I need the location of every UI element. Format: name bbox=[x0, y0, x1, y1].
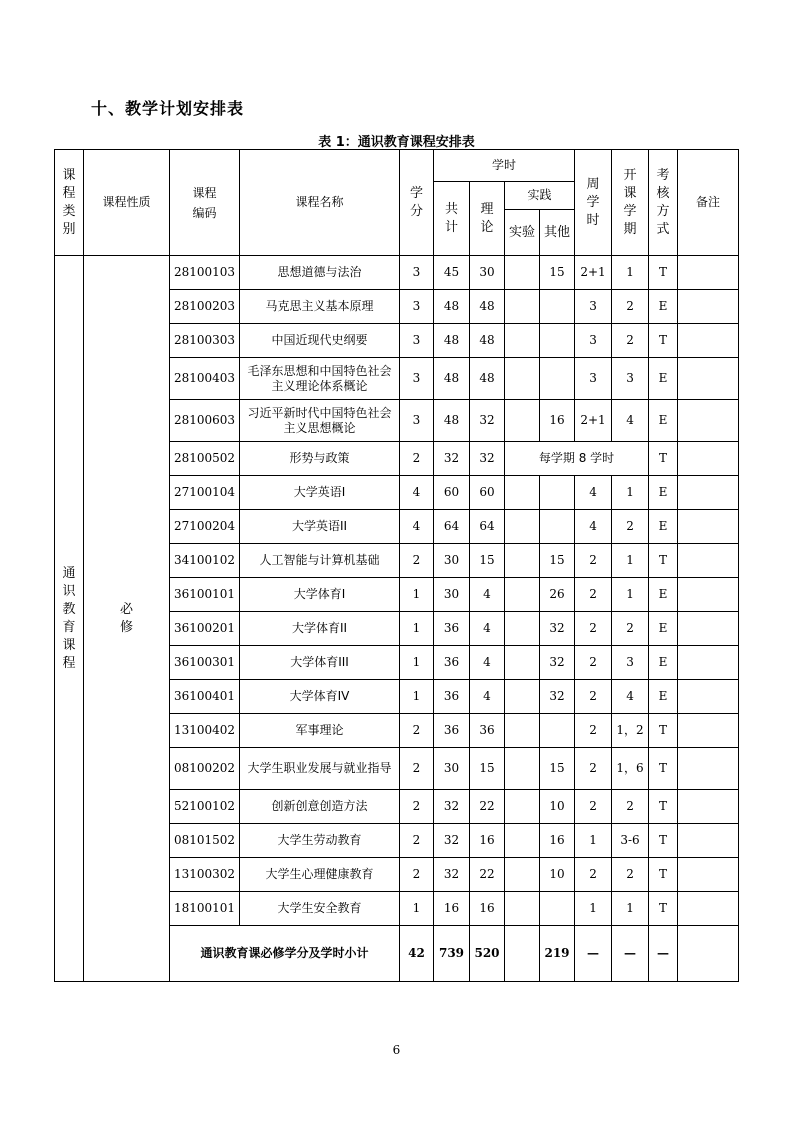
cell-total: 32 bbox=[434, 790, 470, 824]
cell-assessment: T bbox=[649, 892, 678, 926]
cell-weekly: 1 bbox=[575, 892, 612, 926]
header-code: 课程编码 bbox=[170, 150, 240, 256]
cell-theory: 22 bbox=[470, 858, 505, 892]
cell-total: 60 bbox=[434, 476, 470, 510]
cell-semester: 1 bbox=[612, 476, 649, 510]
cell-remark bbox=[678, 442, 739, 476]
cell-semester: 3 bbox=[612, 646, 649, 680]
cell-name: 大学体育IV bbox=[240, 680, 400, 714]
cell-remark bbox=[678, 858, 739, 892]
cell-experiment bbox=[505, 858, 540, 892]
cell-name: 大学体育II bbox=[240, 612, 400, 646]
course-nature-cell: 必修 bbox=[84, 256, 170, 982]
cell-assessment: T bbox=[649, 324, 678, 358]
cell-name: 习近平新时代中国特色社会主义思想概论 bbox=[240, 400, 400, 442]
cell-semester: 1 bbox=[612, 544, 649, 578]
cell-experiment bbox=[505, 358, 540, 400]
cell-theory: 48 bbox=[470, 290, 505, 324]
cell-total: 30 bbox=[434, 578, 470, 612]
header-experiment: 实验 bbox=[505, 210, 540, 256]
cell-other: 10 bbox=[540, 858, 575, 892]
cell-code: 08101502 bbox=[170, 824, 240, 858]
header-name: 课程名称 bbox=[240, 150, 400, 256]
cell-total: 36 bbox=[434, 680, 470, 714]
cell-weekly: 3 bbox=[575, 290, 612, 324]
cell-total: 48 bbox=[434, 290, 470, 324]
cell-theory: 4 bbox=[470, 612, 505, 646]
cell-remark bbox=[678, 358, 739, 400]
cell-weekly: 2 bbox=[575, 544, 612, 578]
cell-semester: 2 bbox=[612, 858, 649, 892]
cell-code: 27100204 bbox=[170, 510, 240, 544]
cell-theory: 36 bbox=[470, 714, 505, 748]
cell-assessment: T bbox=[649, 790, 678, 824]
cell-remark bbox=[678, 544, 739, 578]
cell-name: 大学体育III bbox=[240, 646, 400, 680]
cell-code: 36100301 bbox=[170, 646, 240, 680]
cell-semester: 1 bbox=[612, 256, 649, 290]
cell-remark bbox=[678, 324, 739, 358]
cell-weekly: 4 bbox=[575, 510, 612, 544]
cell-weekly: 2 bbox=[575, 680, 612, 714]
cell-semester: 1，2 bbox=[612, 714, 649, 748]
cell-experiment bbox=[505, 714, 540, 748]
cell-other bbox=[540, 290, 575, 324]
cell-remark bbox=[678, 680, 739, 714]
cell-total: 32 bbox=[434, 442, 470, 476]
cell-experiment bbox=[505, 544, 540, 578]
cell-experiment bbox=[505, 578, 540, 612]
header-practice: 实践 bbox=[505, 182, 575, 210]
header-weekly: 周学时 bbox=[575, 150, 612, 256]
cell-code: 28100303 bbox=[170, 324, 240, 358]
cell-remark bbox=[678, 892, 739, 926]
cell-assessment: E bbox=[649, 646, 678, 680]
cell-credits: 2 bbox=[400, 858, 434, 892]
cell-credits: 2 bbox=[400, 824, 434, 858]
cell-semester: 1，6 bbox=[612, 748, 649, 790]
cell-code: 13100402 bbox=[170, 714, 240, 748]
cell-total: 36 bbox=[434, 646, 470, 680]
cell-code: 27100104 bbox=[170, 476, 240, 510]
header-credits: 学分 bbox=[400, 150, 434, 256]
cell-name: 马克思主义基本原理 bbox=[240, 290, 400, 324]
cell-assessment: T bbox=[649, 442, 678, 476]
subtotal-theory: 520 bbox=[470, 926, 505, 982]
cell-other: 16 bbox=[540, 400, 575, 442]
cell-code: 28100203 bbox=[170, 290, 240, 324]
cell-total: 36 bbox=[434, 612, 470, 646]
cell-theory: 4 bbox=[470, 646, 505, 680]
cell-name: 形势与政策 bbox=[240, 442, 400, 476]
cell-weekly: 3 bbox=[575, 358, 612, 400]
cell-name: 思想道德与法治 bbox=[240, 256, 400, 290]
cell-code: 52100102 bbox=[170, 790, 240, 824]
cell-experiment bbox=[505, 400, 540, 442]
cell-remark bbox=[678, 510, 739, 544]
cell-credits: 2 bbox=[400, 748, 434, 790]
cell-semester: 2 bbox=[612, 790, 649, 824]
cell-remark bbox=[678, 290, 739, 324]
cell-total: 30 bbox=[434, 748, 470, 790]
cell-code: 36100201 bbox=[170, 612, 240, 646]
cell-name: 大学英语I bbox=[240, 476, 400, 510]
cell-theory: 32 bbox=[470, 442, 505, 476]
cell-credits: 3 bbox=[400, 290, 434, 324]
cell-theory: 4 bbox=[470, 578, 505, 612]
cell-semester: 4 bbox=[612, 680, 649, 714]
cell-name: 军事理论 bbox=[240, 714, 400, 748]
cell-assessment: T bbox=[649, 858, 678, 892]
cell-other: 10 bbox=[540, 790, 575, 824]
cell-theory: 15 bbox=[470, 544, 505, 578]
cell-semester: 2 bbox=[612, 290, 649, 324]
cell-credits: 4 bbox=[400, 510, 434, 544]
cell-total: 36 bbox=[434, 714, 470, 748]
cell-other: 32 bbox=[540, 646, 575, 680]
course-plan-table bbox=[54, 149, 739, 982]
cell-code: 36100101 bbox=[170, 578, 240, 612]
cell-code: 18100101 bbox=[170, 892, 240, 926]
cell-name: 大学生安全教育 bbox=[240, 892, 400, 926]
cell-code: 28100103 bbox=[170, 256, 240, 290]
cell-total: 48 bbox=[434, 324, 470, 358]
cell-credits: 3 bbox=[400, 400, 434, 442]
cell-code: 28100603 bbox=[170, 400, 240, 442]
cell-total: 16 bbox=[434, 892, 470, 926]
cell-total: 48 bbox=[434, 400, 470, 442]
cell-assessment: E bbox=[649, 510, 678, 544]
cell-credits: 1 bbox=[400, 646, 434, 680]
cell-other: 15 bbox=[540, 256, 575, 290]
subtotal-semester: — bbox=[612, 926, 649, 982]
cell-weekly: 2 bbox=[575, 748, 612, 790]
cell-remark bbox=[678, 646, 739, 680]
cell-remark bbox=[678, 748, 739, 790]
cell-semester: 1 bbox=[612, 578, 649, 612]
cell-total: 64 bbox=[434, 510, 470, 544]
header-assessment: 考核方式 bbox=[649, 150, 678, 256]
cell-code: 28100502 bbox=[170, 442, 240, 476]
cell-theory: 22 bbox=[470, 790, 505, 824]
cell-weekly: 2 bbox=[575, 646, 612, 680]
cell-credits: 3 bbox=[400, 256, 434, 290]
cell-credits: 3 bbox=[400, 324, 434, 358]
cell-code: 36100401 bbox=[170, 680, 240, 714]
cell-semester: 1 bbox=[612, 892, 649, 926]
cell-name: 大学生劳动教育 bbox=[240, 824, 400, 858]
cell-assessment: E bbox=[649, 476, 678, 510]
cell-credits: 2 bbox=[400, 714, 434, 748]
cell-code: 34100102 bbox=[170, 544, 240, 578]
cell-assessment: E bbox=[649, 680, 678, 714]
header-remark: 备注 bbox=[678, 150, 739, 256]
cell-remark bbox=[678, 790, 739, 824]
cell-semester: 2 bbox=[612, 510, 649, 544]
subtotal-remark bbox=[678, 926, 739, 982]
header-category: 课程类别 bbox=[55, 150, 84, 256]
cell-other: 32 bbox=[540, 680, 575, 714]
cell-experiment bbox=[505, 476, 540, 510]
cell-weekly: 2 bbox=[575, 612, 612, 646]
section-heading: 十、教学计划安排表 bbox=[91, 99, 245, 118]
cell-name: 大学体育I bbox=[240, 578, 400, 612]
course-category-cell: 通识教育课程 bbox=[55, 256, 84, 982]
cell-theory: 48 bbox=[470, 324, 505, 358]
cell-other: 15 bbox=[540, 748, 575, 790]
cell-credits: 1 bbox=[400, 680, 434, 714]
cell-name: 大学生心理健康教育 bbox=[240, 858, 400, 892]
cell-theory: 60 bbox=[470, 476, 505, 510]
cell-name: 中国近现代史纲要 bbox=[240, 324, 400, 358]
cell-semester: 3 bbox=[612, 358, 649, 400]
cell-weekly: 1 bbox=[575, 824, 612, 858]
subtotal-weekly: — bbox=[575, 926, 612, 982]
subtotal-label: 通识教育课必修学分及学时小计 bbox=[170, 926, 400, 982]
subtotal-other: 219 bbox=[540, 926, 575, 982]
cell-theory: 16 bbox=[470, 824, 505, 858]
cell-weekly: 2+1 bbox=[575, 400, 612, 442]
cell-weekly: 3 bbox=[575, 324, 612, 358]
subtotal-assessment: — bbox=[649, 926, 678, 982]
cell-semester: 3-6 bbox=[612, 824, 649, 858]
cell-theory: 4 bbox=[470, 680, 505, 714]
header-nature: 课程性质 bbox=[84, 150, 170, 256]
cell-remark bbox=[678, 824, 739, 858]
cell-remark bbox=[678, 612, 739, 646]
cell-experiment bbox=[505, 256, 540, 290]
cell-theory: 16 bbox=[470, 892, 505, 926]
cell-name: 毛泽东思想和中国特色社会主义理论体系概论 bbox=[240, 358, 400, 400]
cell-credits: 1 bbox=[400, 612, 434, 646]
cell-credits: 3 bbox=[400, 358, 434, 400]
cell-merged-note: 每学期 8 学时 bbox=[505, 442, 649, 476]
cell-weekly: 2 bbox=[575, 578, 612, 612]
table-row bbox=[55, 256, 739, 290]
cell-theory: 30 bbox=[470, 256, 505, 290]
cell-assessment: E bbox=[649, 290, 678, 324]
cell-theory: 64 bbox=[470, 510, 505, 544]
cell-other bbox=[540, 510, 575, 544]
cell-assessment: T bbox=[649, 824, 678, 858]
cell-other bbox=[540, 476, 575, 510]
cell-other bbox=[540, 714, 575, 748]
cell-credits: 4 bbox=[400, 476, 434, 510]
header-semester: 开课学期 bbox=[612, 150, 649, 256]
cell-total: 45 bbox=[434, 256, 470, 290]
cell-name: 大学生职业发展与就业指导 bbox=[240, 748, 400, 790]
cell-total: 48 bbox=[434, 358, 470, 400]
cell-other bbox=[540, 324, 575, 358]
cell-name: 大学英语II bbox=[240, 510, 400, 544]
page-number: 6 bbox=[392, 1043, 401, 1057]
cell-total: 32 bbox=[434, 858, 470, 892]
cell-experiment bbox=[505, 612, 540, 646]
cell-total: 32 bbox=[434, 824, 470, 858]
subtotal-total: 739 bbox=[434, 926, 470, 982]
cell-assessment: E bbox=[649, 578, 678, 612]
cell-assessment: T bbox=[649, 748, 678, 790]
cell-experiment bbox=[505, 680, 540, 714]
cell-other: 16 bbox=[540, 824, 575, 858]
cell-credits: 2 bbox=[400, 544, 434, 578]
cell-theory: 32 bbox=[470, 400, 505, 442]
cell-weekly: 2+1 bbox=[575, 256, 612, 290]
cell-credits: 1 bbox=[400, 892, 434, 926]
cell-semester: 2 bbox=[612, 612, 649, 646]
subtotal-experiment bbox=[505, 926, 540, 982]
cell-experiment bbox=[505, 892, 540, 926]
cell-assessment: T bbox=[649, 714, 678, 748]
cell-experiment bbox=[505, 510, 540, 544]
cell-assessment: E bbox=[649, 612, 678, 646]
header-theory: 理论 bbox=[470, 182, 505, 256]
cell-other: 26 bbox=[540, 578, 575, 612]
subtotal-credits: 42 bbox=[400, 926, 434, 982]
cell-name: 人工智能与计算机基础 bbox=[240, 544, 400, 578]
cell-semester: 2 bbox=[612, 324, 649, 358]
cell-remark bbox=[678, 256, 739, 290]
cell-other: 15 bbox=[540, 544, 575, 578]
cell-experiment bbox=[505, 646, 540, 680]
cell-experiment bbox=[505, 324, 540, 358]
cell-code: 28100403 bbox=[170, 358, 240, 400]
cell-assessment: E bbox=[649, 400, 678, 442]
cell-weekly: 2 bbox=[575, 858, 612, 892]
cell-semester: 4 bbox=[612, 400, 649, 442]
header-total: 共计 bbox=[434, 182, 470, 256]
cell-assessment: E bbox=[649, 358, 678, 400]
cell-weekly: 2 bbox=[575, 714, 612, 748]
cell-remark bbox=[678, 714, 739, 748]
cell-credits: 2 bbox=[400, 442, 434, 476]
cell-theory: 48 bbox=[470, 358, 505, 400]
cell-other bbox=[540, 892, 575, 926]
cell-assessment: T bbox=[649, 256, 678, 290]
cell-experiment bbox=[505, 290, 540, 324]
cell-experiment bbox=[505, 824, 540, 858]
cell-credits: 1 bbox=[400, 578, 434, 612]
cell-remark bbox=[678, 400, 739, 442]
cell-remark bbox=[678, 476, 739, 510]
cell-experiment bbox=[505, 790, 540, 824]
cell-other bbox=[540, 358, 575, 400]
cell-code: 13100302 bbox=[170, 858, 240, 892]
cell-assessment: T bbox=[649, 544, 678, 578]
cell-total: 30 bbox=[434, 544, 470, 578]
cell-experiment bbox=[505, 748, 540, 790]
table-body bbox=[55, 256, 739, 982]
header-other: 其他 bbox=[540, 210, 575, 256]
cell-weekly: 4 bbox=[575, 476, 612, 510]
cell-theory: 15 bbox=[470, 748, 505, 790]
table-caption: 表 1：通识教育课程安排表 bbox=[318, 135, 475, 150]
cell-credits: 2 bbox=[400, 790, 434, 824]
cell-other: 32 bbox=[540, 612, 575, 646]
cell-code: 08100202 bbox=[170, 748, 240, 790]
cell-weekly: 2 bbox=[575, 790, 612, 824]
cell-name: 创新创意创造方法 bbox=[240, 790, 400, 824]
cell-remark bbox=[678, 578, 739, 612]
header-hours: 学时 bbox=[434, 150, 575, 182]
